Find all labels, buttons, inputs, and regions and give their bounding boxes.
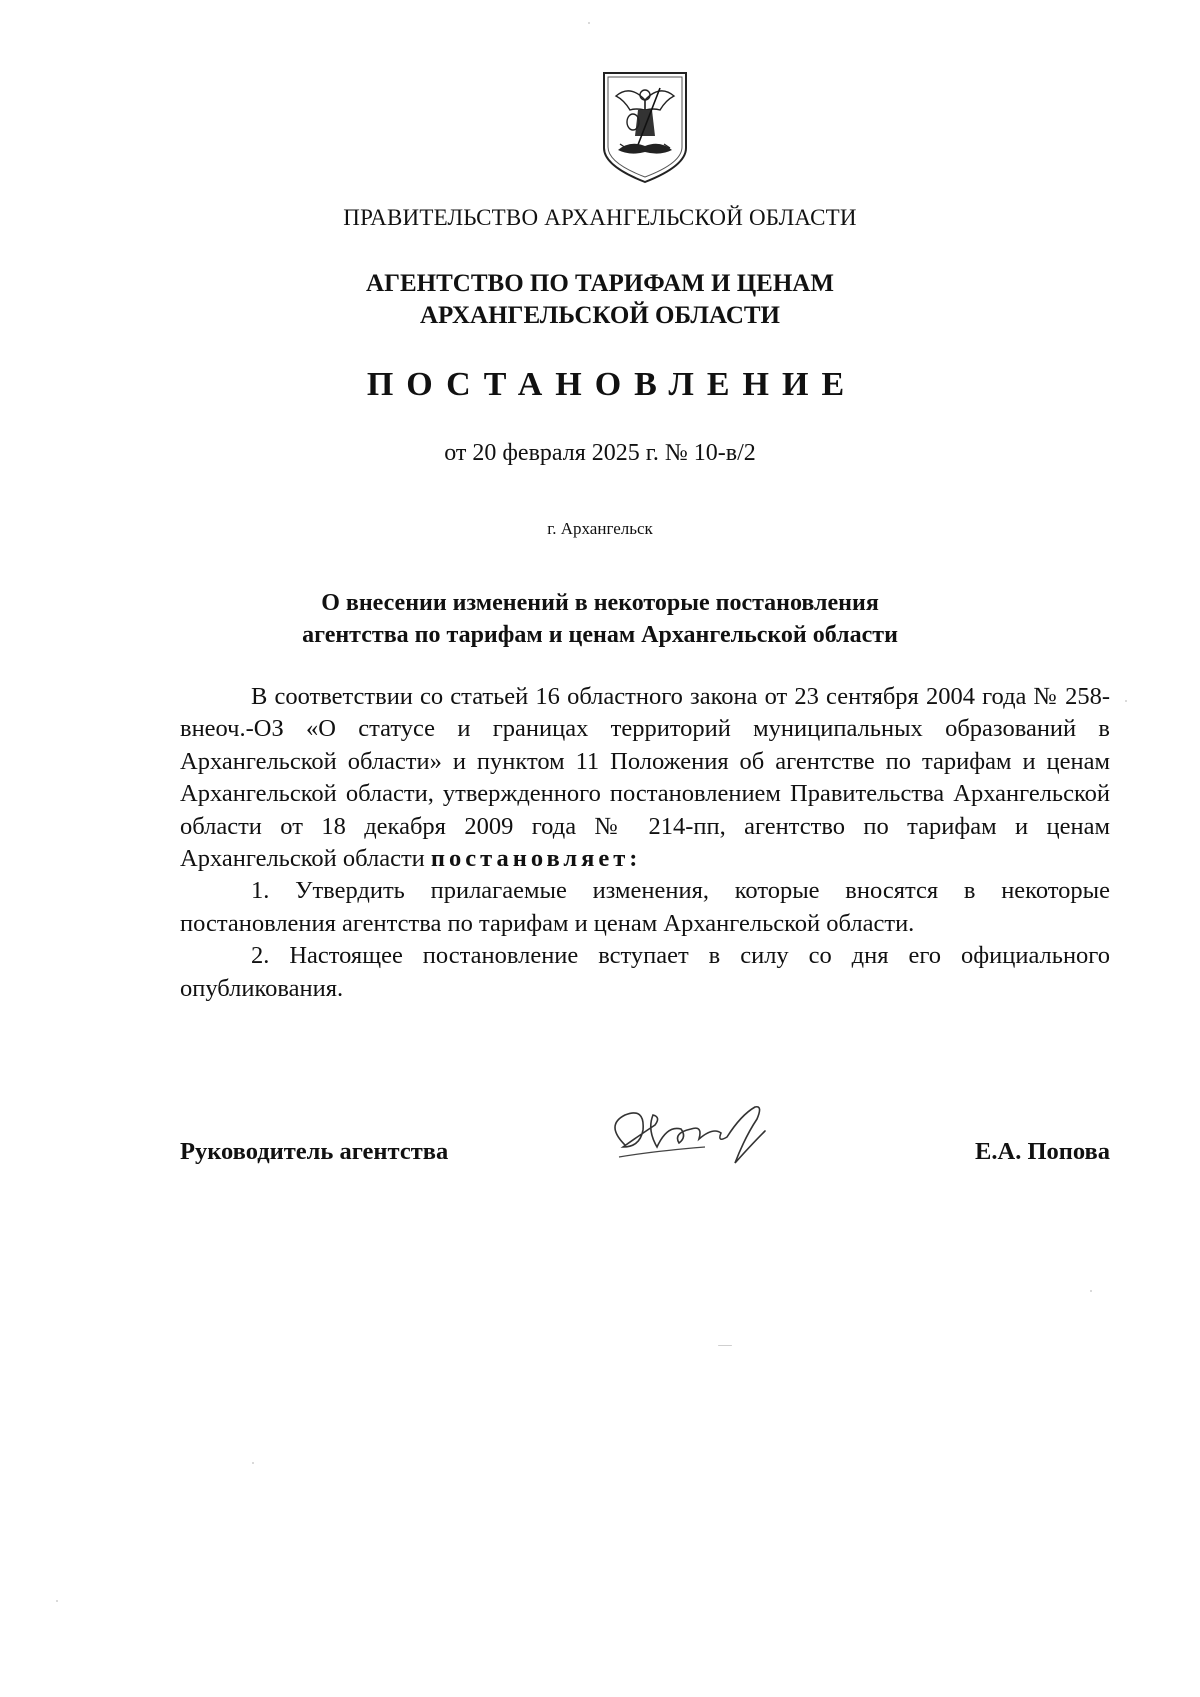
- document-date-number: от 20 февраля 2025 г. № 10-в/2: [444, 440, 756, 466]
- scan-speck: [56, 1600, 58, 1602]
- signature-block: [180, 1138, 1110, 1178]
- government-name: ПРАВИТЕЛЬСТВО АРХАНГЕЛЬСКОЙ ОБЛАСТИ: [343, 205, 857, 230]
- scan-speck: [1090, 1290, 1092, 1292]
- subject-line2: агентства по тарифам и ценам Архангельской области: [302, 622, 898, 648]
- agency-name-line2: АРХАНГЕЛЬСКОЙ ОБЛАСТИ: [420, 302, 780, 329]
- resolves-word: постановляет:: [430, 845, 642, 873]
- signatory-name: Е.А. Попова: [975, 1138, 1110, 1165]
- document-body: [180, 681, 1110, 1005]
- document-city: г. Архангельск: [547, 519, 653, 538]
- scan-speck: [588, 22, 590, 24]
- scan-speck: [1125, 700, 1127, 702]
- signatory-title: Руководитель агентства: [180, 1138, 449, 1165]
- coat-of-arms-icon: [600, 70, 690, 185]
- agency-name-line1: АГЕНТСТВО ПО ТАРИФАМ И ЦЕНАМ: [366, 270, 834, 297]
- subject-line1: О внесении изменений в некоторые постановления: [321, 590, 879, 616]
- preamble-paragraph: [180, 681, 1110, 875]
- scan-speck: [252, 1462, 254, 1464]
- document-subject: [0, 587, 1200, 651]
- agency-name: [0, 268, 1200, 332]
- preamble-text: В соответствии со статьей 16 областного закона от 23 сентября 2004 года № 258-внеоч.-ОЗ «О статусе и границах территорий муниципальных образований в Архангельской области» и пунктом 11 Положения об агентстве по тарифам и ценам Архангельской области, утвержденного постановлением Правительства Архангельской области от 18 декабря 2009 года № 214-пп, агентство по тарифам и ценам Архангельской области: [180, 683, 1110, 873]
- scan-speck: [718, 1345, 732, 1346]
- item-1-paragraph: 1. Утвердить прилагаемые изменения, которые вносятся в некоторые постановления агентства по тарифам и ценам Архангельской области.: [180, 877, 1110, 937]
- document-type: ПОСТАНОВЛЕНИЕ: [366, 366, 858, 403]
- item-2-paragraph: 2. Настоящее постановление вступает в силу со дня его официального опубликования.: [180, 942, 1110, 1002]
